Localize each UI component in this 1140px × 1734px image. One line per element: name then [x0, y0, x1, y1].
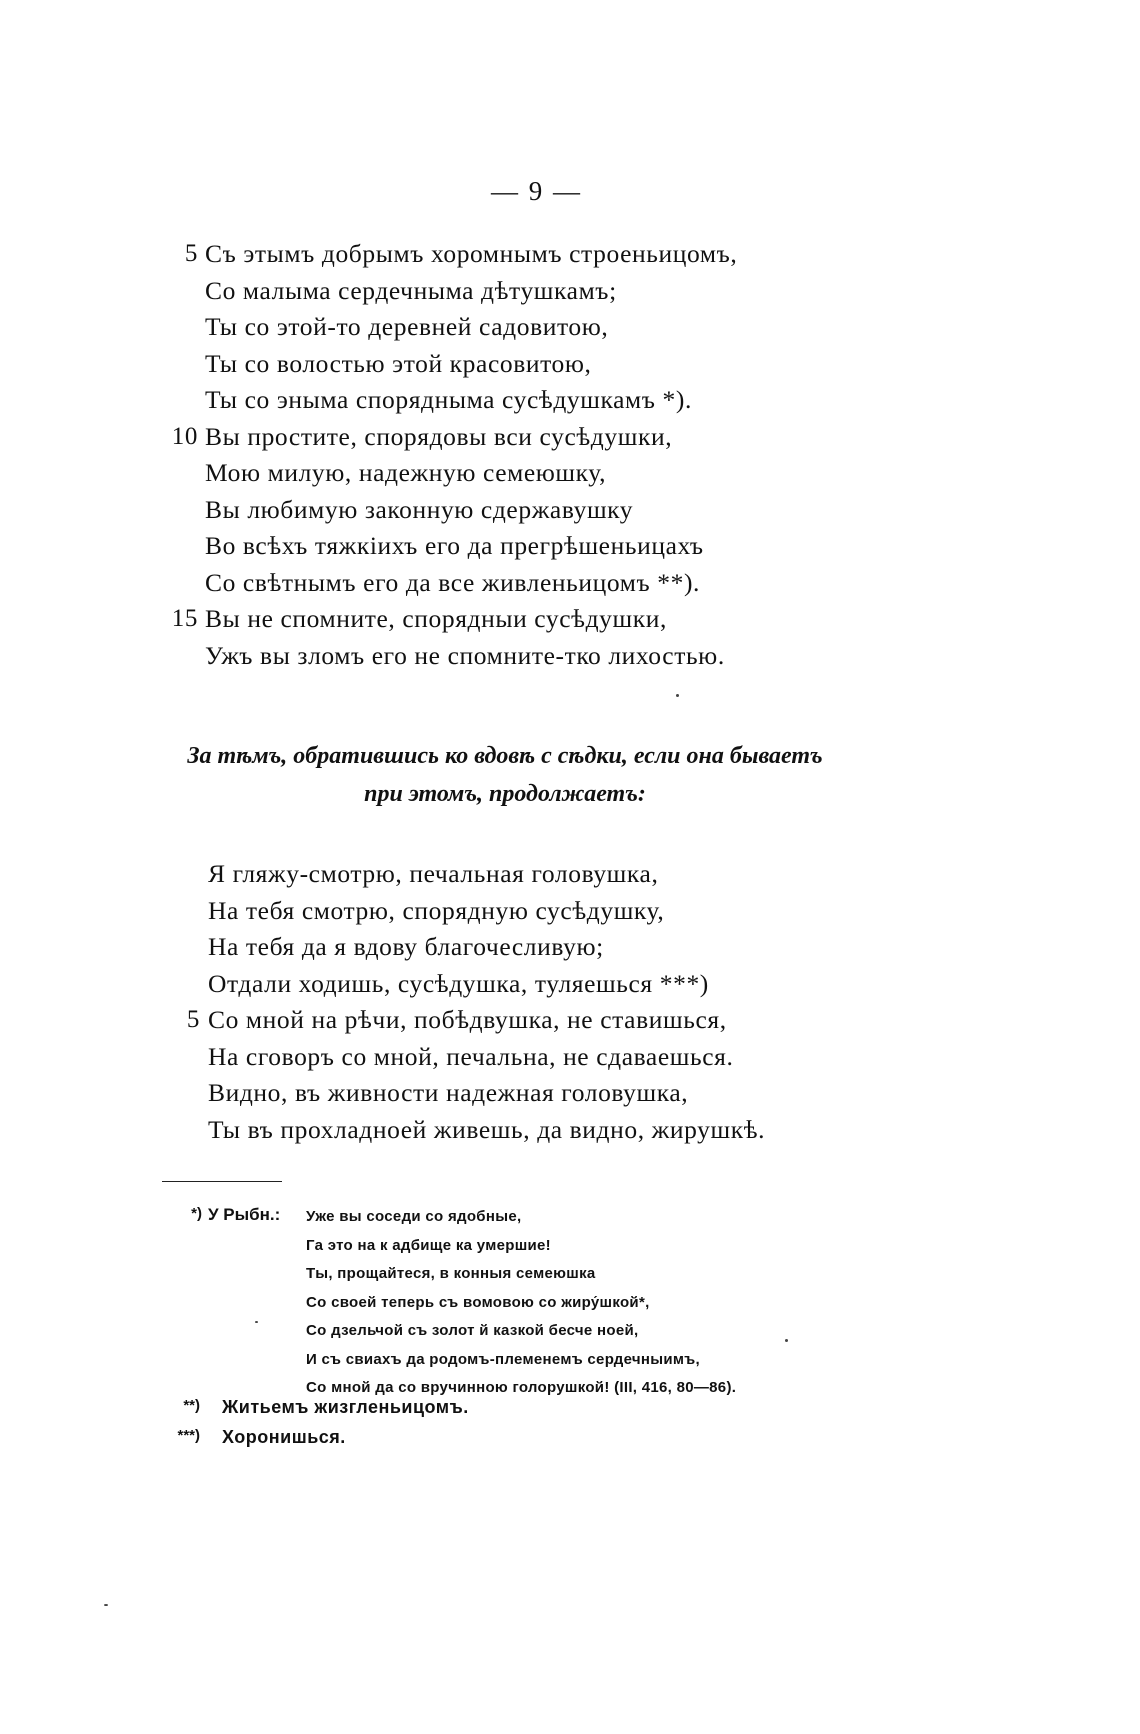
verse-line — [0, 565, 1140, 602]
line-text: На сговоръ со мной, печальна, не сдаваешься. — [208, 1041, 734, 1071]
line-text: Ты со волостью этой красовитою, — [205, 348, 592, 378]
line-text: Видно, въ живности надежная головушка, — [208, 1078, 689, 1107]
verse-line — [0, 382, 1140, 419]
line-text: Ужъ вы зломъ его не спомните-тко лихостью. — [205, 640, 725, 670]
verse-line — [0, 455, 1140, 492]
verse-line — [0, 236, 1140, 273]
line-text: На тебя да я вдову благочесливую; — [208, 932, 604, 961]
line-text: Я гляжу-смотрю, печальная головушка, — [208, 859, 659, 888]
footnote-marker: *) — [191, 1205, 202, 1222]
verse-line — [0, 893, 1140, 930]
line-text: Со малыма сердечныма дѣтушкамъ; — [205, 275, 617, 305]
line-text: Мою милую, надежную семеюшку, — [205, 458, 607, 487]
scan-speck — [255, 1321, 258, 1323]
verse-stanza-1 — [0, 236, 1140, 674]
verse-line — [0, 419, 1140, 456]
line-number: 15 — [171, 605, 198, 632]
verse-stanza-2 — [0, 856, 1140, 1148]
stage-direction — [140, 737, 870, 813]
line-text: Ты въ прохладноей живешь, да видно, жирушкѣ. — [208, 1114, 766, 1144]
footnote-quote-line: Ты, прощайтеся, в конныя семеюшка — [306, 1265, 596, 1282]
verse-line — [0, 601, 1140, 638]
line-number: 10 — [171, 422, 198, 450]
footnote-quote-line: Со своей теперь съ вомовою со жиру́шкой*, — [306, 1293, 650, 1311]
line-text: Со мной на рѣчи, побѣдвушка, не ставишься, — [208, 1005, 727, 1034]
verse-line — [0, 1039, 1140, 1076]
verse-line — [0, 856, 1140, 893]
line-text: Съ этымъ добрымъ хоромнымъ строеньицомъ, — [205, 239, 738, 268]
verse-line — [0, 528, 1140, 565]
footnote-text: Хоронишься. — [222, 1427, 346, 1447]
footnote-source: У Рыбн.: — [208, 1205, 281, 1224]
verse-line — [0, 309, 1140, 346]
line-text: На тебя смотрю, спорядную сусѣдушку, — [208, 895, 665, 925]
line-number: 5 — [184, 240, 198, 267]
line-text: Вы любимую законную сдержавушку — [205, 494, 634, 524]
footnote-quote-line: И съ свиахъ да родомъ-племенемъ сердечныимъ, — [306, 1350, 700, 1368]
scan-speck — [104, 1604, 108, 1606]
footnote-quote-line: Со дзельчой съ золот й казкой бесче ноей, — [306, 1322, 639, 1339]
line-text: Вы простите, спорядовы вси сусѣдушки, — [205, 421, 673, 451]
verse-line — [0, 929, 1140, 966]
footnote-marker: **) — [183, 1397, 200, 1414]
footnote-text: Житьемъ жизгленьицомъ. — [222, 1397, 469, 1417]
line-text: Во всѣхъ тяжкiихъ его да прегрѣшеньицахъ — [205, 531, 704, 560]
footnote-quote — [306, 1203, 736, 1403]
stage-direction-line: За тѣмъ, обратившись ко вдовѣ с сѣдки, если она бываетъ — [187, 743, 823, 769]
scan-speck — [676, 694, 679, 697]
footnote-marker: ***) — [177, 1427, 200, 1444]
line-number: 5 — [186, 1006, 200, 1033]
footnote-divider — [162, 1181, 282, 1182]
page-number: — 9 — — [491, 176, 582, 206]
verse-line — [0, 492, 1140, 529]
footnote-quote-line: Уже вы соседи со ядобные, — [306, 1208, 522, 1225]
verse-line — [0, 966, 1140, 1003]
line-text: Ты со эныма спорядныма сусѣдушкамъ *). — [205, 385, 692, 414]
footnote-quote-line: Со мной да со вручинною голорушкой! (III, 416, 80—86). — [306, 1379, 737, 1396]
stage-direction-line: при этомъ, продолжаетъ: — [364, 781, 646, 807]
footnote-quote-line: Га это на к адбище ка умершие! — [306, 1236, 551, 1254]
verse-line — [0, 273, 1140, 310]
line-text: Отдали ходишь, сусѣдушка, туляешься ***) — [208, 968, 709, 998]
line-text: Ты со этой-то деревней садовитою, — [205, 312, 609, 341]
scan-speck — [785, 1339, 788, 1342]
verse-line — [0, 1075, 1140, 1112]
verse-line — [0, 346, 1140, 383]
verse-line — [0, 638, 1140, 675]
verse-line — [0, 1112, 1140, 1149]
line-text: Вы не спомните, спорядныи сусѣдушки, — [205, 604, 667, 633]
line-text: Со свѣтнымъ его да все живленьицомъ **). — [205, 567, 701, 597]
verse-line — [0, 1002, 1140, 1039]
